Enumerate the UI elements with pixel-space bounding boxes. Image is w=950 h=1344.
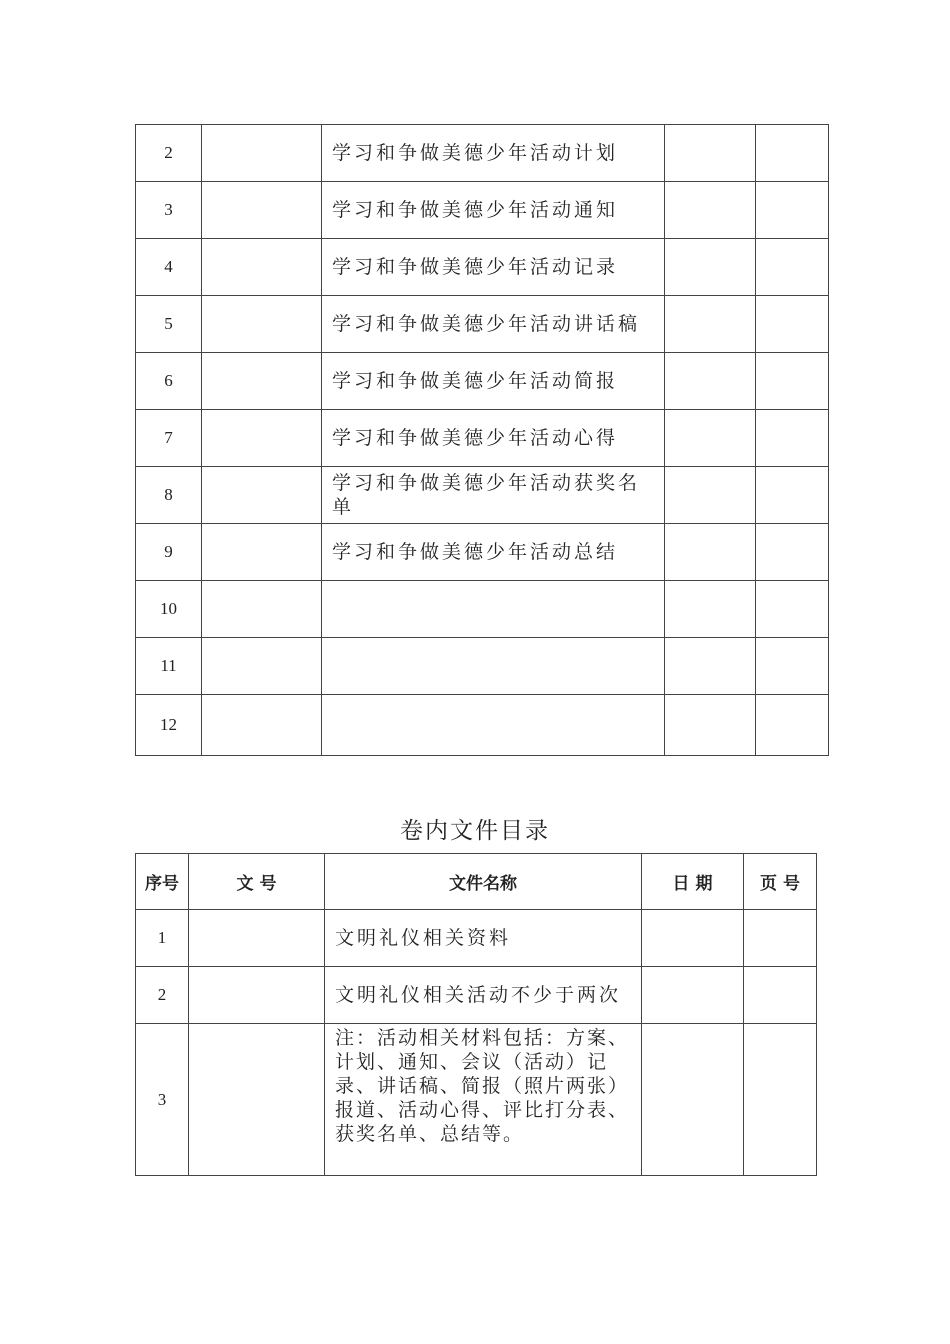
- table-row: [136, 910, 817, 967]
- cell-page-number: [756, 182, 829, 239]
- cell-serial-number: 5: [136, 296, 202, 353]
- cell-document-number: [202, 353, 322, 410]
- cell-document-number: [202, 410, 322, 467]
- cell-page-number: [756, 524, 829, 581]
- cell-document-name: [322, 638, 665, 695]
- catalog-title: 卷内文件目录: [400, 818, 550, 844]
- cell-date: [665, 353, 756, 410]
- cell-page-number: [756, 410, 829, 467]
- cell-date: [665, 296, 756, 353]
- cell-page-number: [756, 695, 829, 756]
- table-row: [136, 239, 829, 296]
- cell-document-name: 文明礼仪相关活动不少于两次: [325, 967, 642, 1024]
- cell-document-name: [322, 581, 665, 638]
- cell-document-number: [202, 638, 322, 695]
- header-date: 日 期: [642, 854, 744, 910]
- cell-page-number: [756, 581, 829, 638]
- cell-date: [665, 638, 756, 695]
- file-list-table-continued: [135, 124, 829, 756]
- cell-document-name: 学习和争做美德少年活动计划: [322, 125, 665, 182]
- cell-serial-number: 12: [136, 695, 202, 756]
- cell-document-name: 学习和争做美德少年活动心得: [322, 410, 665, 467]
- table-row: [136, 296, 829, 353]
- table-row: [136, 353, 829, 410]
- cell-document-number: [189, 1024, 325, 1176]
- cell-date: [665, 125, 756, 182]
- cell-page-number: [756, 467, 829, 524]
- cell-date: [665, 182, 756, 239]
- table-row: [136, 410, 829, 467]
- cell-date: [665, 239, 756, 296]
- cell-serial-number: 9: [136, 524, 202, 581]
- table-row: [136, 125, 829, 182]
- cell-document-name: 文明礼仪相关资料: [325, 910, 642, 967]
- cell-document-name: 学习和争做美德少年活动总结: [322, 524, 665, 581]
- catalog-table: [135, 853, 817, 1176]
- cell-document-number: [202, 296, 322, 353]
- cell-document-number: [189, 967, 325, 1024]
- cell-document-name: 学习和争做美德少年活动简报: [322, 353, 665, 410]
- cell-serial-number: 11: [136, 638, 202, 695]
- cell-document-name: 注：活动相关材料包括：方案、计划、通知、会议（活动）记录、讲话稿、简报（照片两张）报道、活动心得、评比打分表、获奖名单、总结等。: [325, 1024, 642, 1176]
- cell-page-number: [744, 1024, 817, 1176]
- cell-document-number: [202, 239, 322, 296]
- cell-document-number: [202, 125, 322, 182]
- table-row: [136, 524, 829, 581]
- cell-serial-number: 4: [136, 239, 202, 296]
- header-document-name: 文件名称: [325, 854, 642, 910]
- cell-serial-number: 2: [136, 125, 202, 182]
- table-row: [136, 467, 829, 524]
- cell-page-number: [756, 296, 829, 353]
- cell-page-number: [744, 910, 817, 967]
- cell-date: [665, 467, 756, 524]
- header-document-number: 文 号: [189, 854, 325, 910]
- table-row: [136, 695, 829, 756]
- header-serial-number: 序号: [136, 854, 189, 910]
- cell-document-name: 学习和争做美德少年活动通知: [322, 182, 665, 239]
- cell-document-number: [202, 467, 322, 524]
- cell-serial-number: 2: [136, 967, 189, 1024]
- cell-serial-number: 7: [136, 410, 202, 467]
- cell-serial-number: 3: [136, 1024, 189, 1176]
- table-row: [136, 182, 829, 239]
- cell-page-number: [756, 239, 829, 296]
- cell-date: [665, 524, 756, 581]
- cell-document-number: [202, 182, 322, 239]
- cell-serial-number: 1: [136, 910, 189, 967]
- table-row: [136, 1024, 817, 1176]
- cell-date: [642, 910, 744, 967]
- cell-date: [665, 410, 756, 467]
- cell-serial-number: 3: [136, 182, 202, 239]
- cell-document-name: 学习和争做美德少年活动记录: [322, 239, 665, 296]
- cell-document-name: 学习和争做美德少年活动获奖名单: [322, 467, 665, 524]
- header-page-number: 页 号: [744, 854, 817, 910]
- cell-date: [642, 967, 744, 1024]
- cell-document-number: [202, 695, 322, 756]
- cell-date: [642, 1024, 744, 1176]
- cell-page-number: [756, 125, 829, 182]
- cell-page-number: [756, 353, 829, 410]
- cell-serial-number: 6: [136, 353, 202, 410]
- cell-page-number: [756, 638, 829, 695]
- cell-document-name: 学习和争做美德少年活动讲话稿: [322, 296, 665, 353]
- cell-document-number: [202, 524, 322, 581]
- cell-document-number: [202, 581, 322, 638]
- cell-document-name: [322, 695, 665, 756]
- table-row: [136, 581, 829, 638]
- cell-date: [665, 581, 756, 638]
- cell-page-number: [744, 967, 817, 1024]
- table-row: [136, 967, 817, 1024]
- table-row: [136, 638, 829, 695]
- catalog-header-row: [136, 854, 817, 910]
- cell-document-number: [189, 910, 325, 967]
- cell-serial-number: 8: [136, 467, 202, 524]
- cell-date: [665, 695, 756, 756]
- cell-serial-number: 10: [136, 581, 202, 638]
